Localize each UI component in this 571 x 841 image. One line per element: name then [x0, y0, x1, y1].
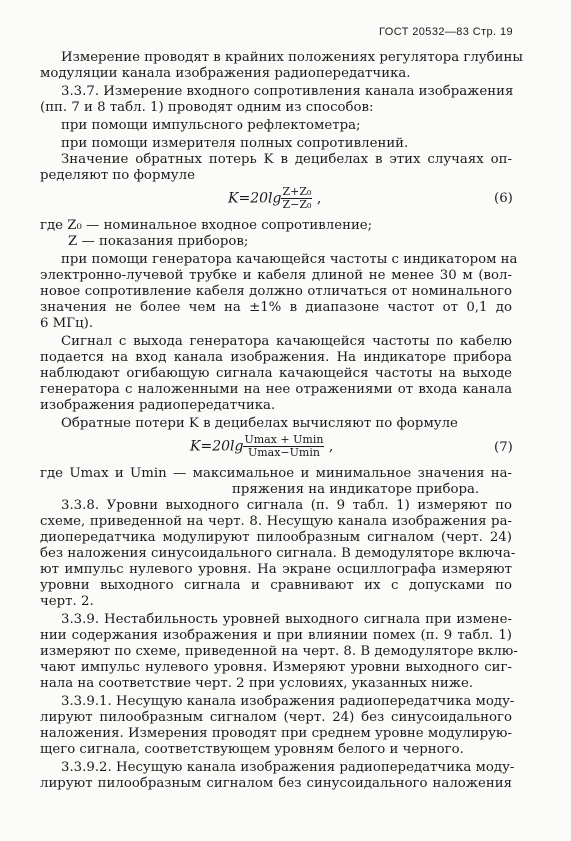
formula-fraction — [243, 434, 324, 459]
formula-denominator: Z−Z₀ — [282, 198, 312, 211]
text-line: 6 МГц). — [40, 316, 94, 331]
text-line: значения не более чем на ±1% в диапазоне частот от 0,1 до — [40, 300, 512, 315]
text-line: 3.3.9.1. Несущую канала изображения радиопередатчика моду- — [61, 694, 515, 709]
text-line: изображения радиопередатчика. — [40, 398, 276, 413]
text-line: 3.3.8. Уровни выходного сигнала (п. 9 табл. 1) измеряют по — [61, 498, 512, 513]
formula-fraction — [281, 186, 312, 211]
text-line: Измерение проводят в крайних положениях регулятора глубины — [61, 50, 523, 65]
text-line: лируют пилообразным сигналом без синусоидального наложения — [40, 776, 512, 791]
text-line: Z — показания приборов; — [68, 234, 249, 249]
text-line: где Z₀ — номинальное входное сопротивление; — [40, 218, 373, 233]
equation-number: (6) — [494, 191, 513, 206]
text-line: подается на вход канала изображения. На индикаторе прибора — [40, 350, 512, 365]
text-line: ределяют по формуле — [40, 168, 195, 183]
text-line: схеме, приведенной на черт. 8. Несущую канала изображения ра- — [40, 514, 512, 529]
formula-6 — [228, 186, 321, 211]
text-line: лируют пилообразным сигналом (черт. 24) без синусоидального — [40, 710, 512, 725]
text-line: электронно-лучевой трубке и кабеля длиной не менее 30 м (вол- — [40, 268, 512, 283]
text-line: модуляции канала изображения радиопередатчика. — [40, 66, 411, 81]
text-line: щего сигнала, соответствующем уровням белого и черного. — [40, 742, 464, 757]
text-line: Сигнал с выхода генератора качающейся частоты по кабелю — [61, 334, 512, 349]
formula-denominator: Umax−Umin — [247, 446, 320, 459]
text-line: нала на соответствие черт. 2 при условиях, указанных ниже. — [40, 676, 474, 691]
text-line: уровни выходного сигнала и сравнивают их с допусками по — [40, 578, 512, 593]
formula-tail: , — [316, 190, 322, 207]
text-line: где Umax и Umin — максимальное и минимальное значения на- — [40, 466, 512, 481]
text-line: генератора с наложенными на нее отражениями от входа канала — [40, 382, 512, 397]
text-line: нии содержания изображения и при влиянии помех (п. 9 табл. 1) — [40, 628, 512, 643]
text-line: новое сопротивление кабеля должно отличаться от номинального — [40, 284, 512, 299]
text-line: измеряют по схеме, приведенной на черт. 8. В демодуляторе вклю- — [40, 644, 518, 659]
text-line: чают импульс нулевого уровня. Измеряют уровни выходного сиг- — [40, 660, 512, 675]
formula-7 — [190, 434, 333, 459]
text-line: Значение обратных потерь K в децибелах в этих случаях оп- — [61, 152, 512, 167]
equation-number: (7) — [494, 440, 513, 455]
text-line: пряжения на индикаторе прибора. — [232, 482, 480, 497]
text-line: 3.3.7. Измерение входного сопротивления канала изображения — [61, 84, 514, 99]
text-line: наблюдают огибающую сигнала качающейся частоты на выходе — [40, 366, 512, 381]
text-line: ют импульс нулевого уровня. На экране осциллографа измеряют — [40, 562, 512, 577]
text-line: при помощи измерителя полных сопротивлений. — [61, 136, 409, 151]
formula-lhs: K=20lg — [228, 190, 282, 207]
page-header: ГОСТ 20532—83 Стр. 19 — [379, 26, 513, 38]
formula-tail: , — [328, 438, 334, 455]
text-line: без наложения синусоидального сигнала. В демодуляторе включа- — [40, 546, 516, 561]
text-line: при помощи импульсного рефлектометра; — [61, 118, 361, 133]
text-line: Обратные потери K в децибелах вычисляют по формуле — [61, 416, 458, 431]
text-line: наложения. Измерения проводят при среднем уровне модулирую- — [40, 726, 512, 741]
text-line: при помощи генератора качающейся частоты с индикатором на — [61, 252, 518, 267]
text-line: 3.3.9. Нестабильность уровней выходного сигнала при измене- — [61, 612, 512, 627]
text-line: диопередатчика модулируют пилообразным сигналом (черт. 24) — [40, 530, 512, 545]
formula-numerator: Z+Z₀ — [282, 185, 312, 198]
text-line: черт. 2. — [40, 594, 94, 609]
formula-numerator: Umax + Umin — [244, 433, 324, 446]
text-line: (пп. 7 и 8 табл. 1) проводят одним из способов: — [40, 100, 374, 115]
formula-lhs: K=20lg — [190, 438, 244, 455]
text-line: 3.3.9.2. Несущую канала изображения радиопередатчика моду- — [61, 760, 515, 775]
